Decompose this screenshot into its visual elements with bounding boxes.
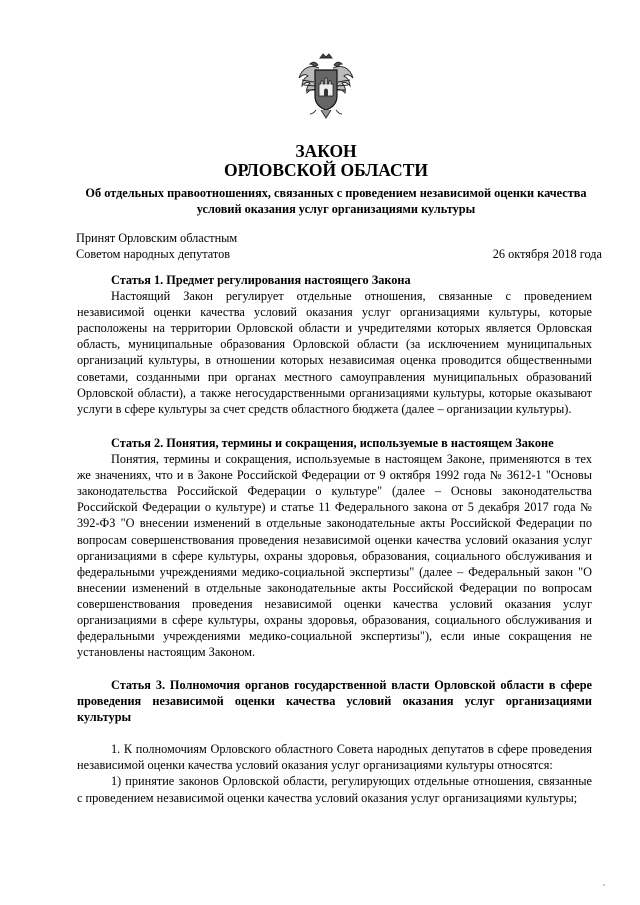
article-3-paragraph-2: 1) принятие законов Орловской области, регулирующих отдельные отношения, связанные с проведением независимой оценки качества условий оказания услуг организациями культуры; — [77, 774, 592, 805]
article-1-heading: Статья 1. Предмет регулирования настоящего Закона — [111, 273, 411, 287]
article-2 — [77, 435, 592, 660]
adoption-date: 26 октября 2018 года — [492, 247, 602, 261]
article-3 — [77, 677, 592, 806]
scan-speck — [603, 884, 605, 886]
adoption-line-2: Советом народных депутатов — [76, 247, 231, 261]
adoption-info — [76, 230, 237, 262]
law-subtitle: Об отдельных правоотношениях, связанных с проведением независимой оценки качества условий оказания услуг организациями культуры — [85, 186, 587, 216]
article-1-text: Настоящий Закон регулирует отдельные отношения, связанные с проведением независимой оценки качества условий оказания услуг организациями культуры, которые расположены на территории Орловской области и учредителями которых является Орловская область, муниципальные образования Орловской области (за исключением муниципальных организаций культуры, в отношении которых независимая оценка проводится общественными советами, созданными при органах местного самоуправления муниципальных образований Орловской области), а также негосударственными организациями культуры, которые оказывают услуги в сфере культуры за счет средств областного бюджета (далее – организации культуры). — [77, 289, 592, 416]
law-title: ЗАКОН — [295, 141, 357, 161]
article-3-paragraph-1: 1. К полномочиям Орловского областного Совета народных депутатов в сфере проведения независимой оценки качества условий оказания услуг организациями культуры относятся: — [77, 742, 592, 773]
adoption-line-1: Принят Орловским областным — [76, 231, 238, 245]
paragraph-gap — [77, 725, 592, 741]
article-2-heading: Статья 2. Понятия, термины и сокращения, используемые в настоящем Законе — [111, 436, 554, 450]
article-3-heading: Статья 3. Полномочия органов государственной власти Орловской области в сфере проведения независимой оценки качества условий оказания услуг организациями культуры — [77, 678, 592, 725]
coat-of-arms-icon — [296, 52, 356, 122]
article-2-text: Понятия, термины и сокращения, используемые в настоящем Законе, применяются в тех же значениях, что и в Законе Российской Федерации от 9 октября 1992 года № 3612-1 "Основы законодательства Российской Федерации о культуре" (далее – Основы законодательства Российской Федерации о культуре) и статье 11 Федерального закона от 5 декабря 2017 года № 392-ФЗ "О внесении изменений в отдельные законодательные акты Российской Федерации по вопросам совершенствования проведения независимой оценки качества условий оказания услуг организациями в сфере культуры, охраны здоровья, образования, социального обслуживания и федеральными учреждениями медико-социальной экспертизы" (далее – Федеральный закон "О внесении изменений в отдельные законодательные акты Российской Федерации по вопросам совершенствования проведения независимой оценки качества условий оказания услуг организациями в сфере культуры, охраны здоровья, образования, социального обслуживания и федеральными учреждениями медико-социальной экспертизы"), если иные сокращения не установлены настоящим Законом. — [77, 452, 592, 660]
law-region: ОРЛОВСКОЙ ОБЛАСТИ — [224, 160, 428, 180]
article-1 — [77, 272, 592, 417]
